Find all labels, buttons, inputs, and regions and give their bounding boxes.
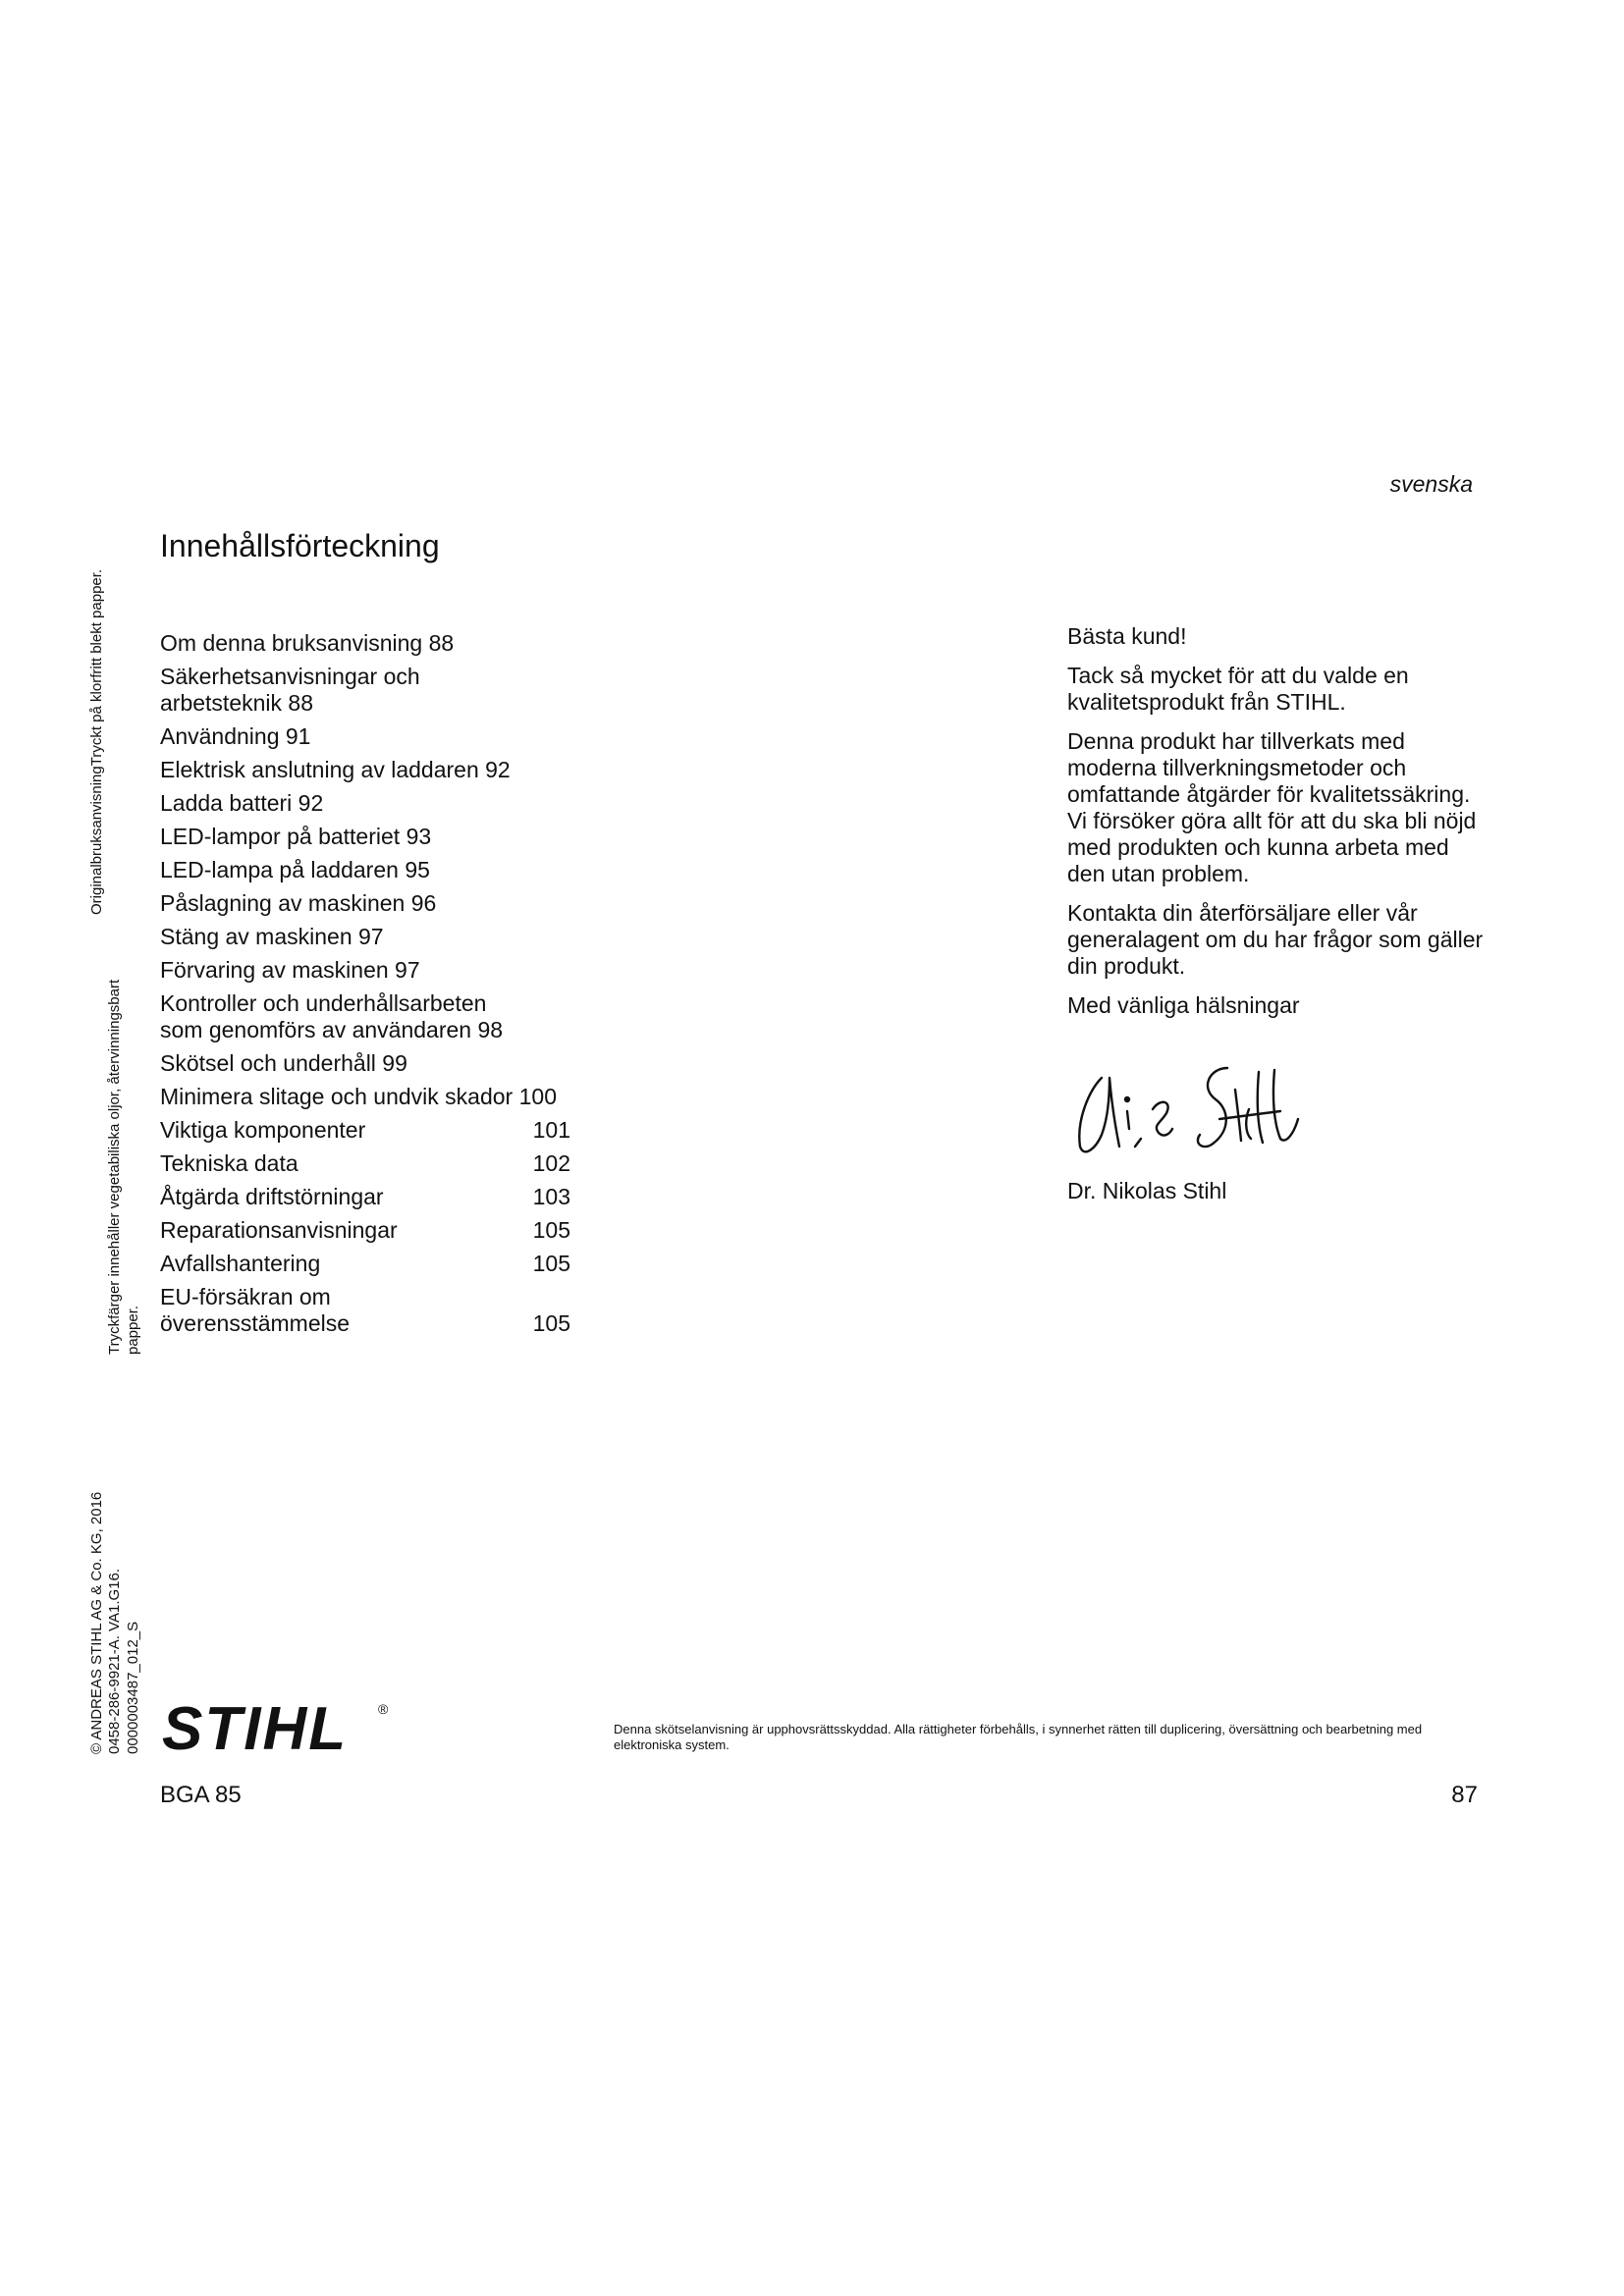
toc-item-text: Säkerhetsanvisningar och arbetsteknik 88 (160, 664, 420, 716)
toc-item (160, 1117, 582, 1144)
paper-note: OriginalbruksanvisningTryckt på klorfritt blekt papper. (88, 568, 105, 915)
toc-item-page: 105 (532, 1251, 570, 1276)
toc-item-text: Elektrisk anslutning av laddaren 92 (160, 757, 511, 782)
toc-item (160, 824, 582, 850)
toc-item-text: LED-lampa på laddaren 95 (160, 857, 430, 882)
toc-item (160, 723, 582, 750)
table-of-contents (160, 630, 582, 1344)
toc-item-text: LED-lampor på batteriet 93 (160, 824, 432, 849)
toc-item-page: 105 (532, 1217, 570, 1243)
language-label: svenska (1389, 471, 1473, 497)
toc-item-text: Viktiga komponenter (160, 1117, 366, 1143)
toc-item-page: 105 (532, 1310, 570, 1336)
toc-title: Innehållsförteckning (160, 528, 440, 563)
handwritten-signature (1062, 1050, 1318, 1168)
toc-item-page: 101 (532, 1117, 570, 1143)
toc-item-text: Avfallshantering (160, 1251, 321, 1276)
toc-item (160, 1050, 582, 1077)
letter-greeting: Bästa kund! (1067, 623, 1187, 649)
toc-item (160, 1084, 582, 1110)
toc-item (160, 664, 445, 717)
customer-letter (1067, 623, 1489, 1032)
toc-item-page: 102 (532, 1150, 570, 1176)
page-number: 87 (1451, 1782, 1478, 1808)
toc-item (160, 1284, 582, 1337)
toc-item-page: 103 (532, 1184, 570, 1209)
ink-note-line1: Tryckfärger innehåller vegetabiliska oljor, återvinningsbart (106, 979, 123, 1355)
code-line-1: 0458-286-9921-A. VA1.G16. (106, 1568, 123, 1754)
toc-item (160, 1251, 582, 1277)
toc-item (160, 1184, 582, 1210)
toc-item-text: Om denna bruksanvisning 88 (160, 630, 455, 656)
model-name: BGA 85 (160, 1782, 242, 1808)
copyright-side: © ANDREAS STIHL AG & Co. KG, 2016 (88, 1491, 105, 1754)
toc-item (160, 857, 582, 883)
toc-item (160, 757, 582, 783)
logo-text: STIHL (162, 1698, 349, 1755)
copyright-notice: Denna skötselanvisning är upphovsrättsskyddad. Alla rättigheter förbehålls, i synnerhet rätten till duplicering, översättning och bearbetning med elektroniska system. (614, 1722, 1423, 1752)
toc-item (160, 1150, 582, 1177)
letter-paragraph: Tack så mycket för att du valde en kvalitetsprodukt från STIHL. (1067, 663, 1409, 715)
toc-item (160, 1217, 582, 1244)
toc-item (160, 924, 582, 950)
toc-item-text: Förvaring av maskinen 97 (160, 957, 420, 983)
toc-item (160, 790, 582, 817)
toc-item (160, 957, 582, 984)
letter-closing: Med vänliga hälsningar (1067, 992, 1300, 1018)
toc-item-text: Kontroller och underhållsarbeten som genomförs av användaren 98 (160, 990, 504, 1042)
toc-item-text: Ladda batteri 92 (160, 790, 324, 816)
toc-item-text: Skötsel och underhåll 99 (160, 1050, 407, 1076)
toc-item-text: Tekniska data (160, 1150, 298, 1176)
letter-paragraph: Kontakta din återförsäljare eller vår generalagent om du har frågor som gäller din produkt. (1067, 900, 1484, 979)
letter-paragraph: Denna produkt har tillverkats med moderna tillverkningsmetoder och omfattande åtgärder för kvalitetssäkring. Vi försöker göra allt för att du ska bli nöjd med produkten och kunna arbeta med den utan problem. (1067, 728, 1477, 886)
toc-item-text: Stäng av maskinen 97 (160, 924, 384, 949)
toc-item (160, 990, 523, 1043)
ink-note-line2: papper. (125, 1305, 141, 1355)
toc-item-text: Påslagning av maskinen 96 (160, 890, 437, 916)
toc-item-text: Användning 91 (160, 723, 311, 749)
code-line-2: 0000003487_012_S (125, 1621, 141, 1754)
registered-mark: ® (378, 1701, 389, 1717)
signature-text: Nikolas Stihl (1190, 1166, 1196, 1167)
signer-name: Dr. Nikolas Stihl (1067, 1178, 1227, 1203)
toc-item-text: EU-försäkran om överensstämmelse (160, 1284, 351, 1336)
toc-item (160, 630, 582, 657)
stihl-logo (162, 1698, 398, 1755)
toc-item (160, 890, 582, 917)
toc-item-text: Åtgärda driftstörningar (160, 1184, 384, 1209)
toc-item-text: Reparationsanvisningar (160, 1217, 398, 1243)
toc-item-text: Minimera slitage och undvik skador 100 (160, 1084, 557, 1109)
